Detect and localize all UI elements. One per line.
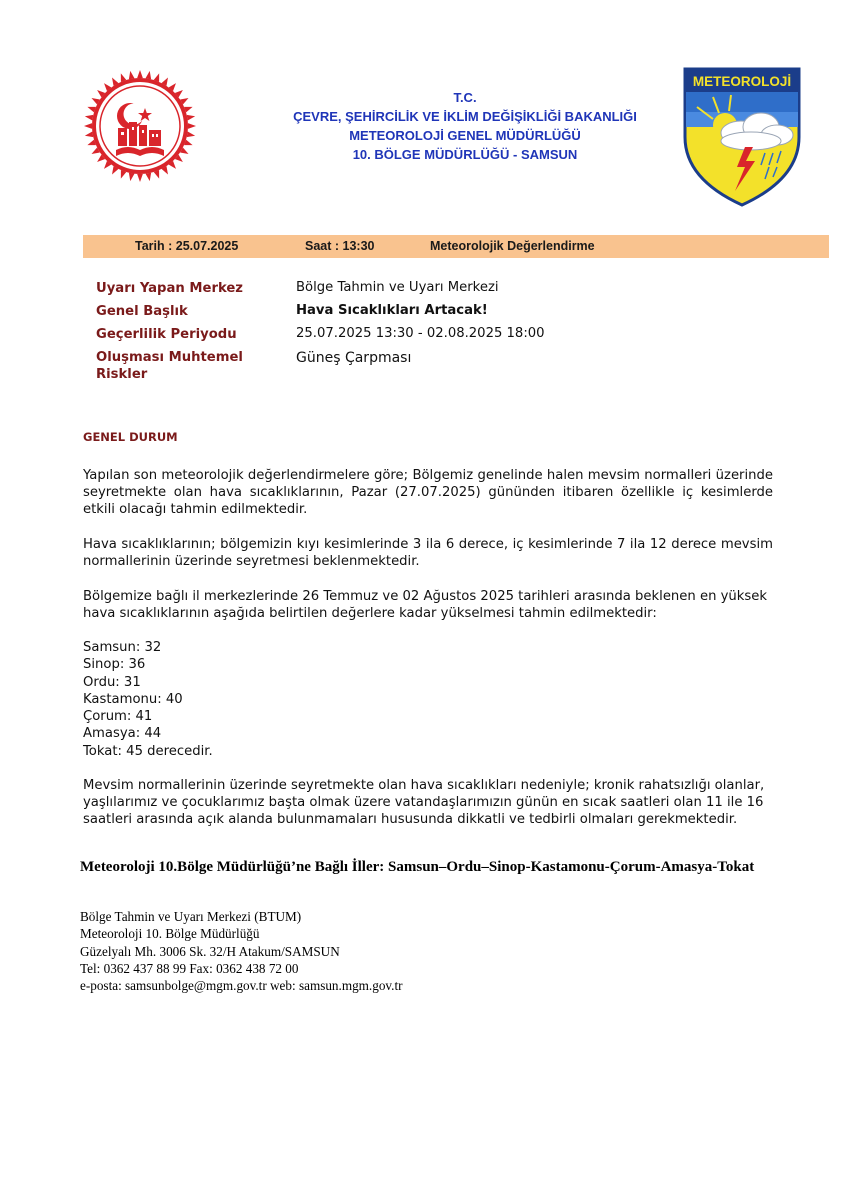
list-item: Tokat: 45 derecedir. [83,743,213,759]
header-directorate: METEOROLOJİ GENEL MÜDÜRLÜĞÜ [349,128,581,143]
paragraph-2: Hava sıcaklıklarının; bölgemizin kıyı kesimlerinde 3 ila 6 derece, iç kesimlerinde 7 ila 12 derece mevsim normallerinin üzerinde seyretmesi beklenmektedir. [83,537,773,569]
meta-label: Oluşması Muhtemel Riskler [96,350,243,382]
issue-time: Saat : 13:30 [305,239,375,253]
meta-value: Güneş Çarpması [296,350,412,366]
logo-ray [137,174,143,182]
meta-value: Bölge Tahmin ve Uyarı Merkezi [296,280,499,295]
info-bar [83,235,829,258]
meta-label: Geçerlilik Periyodu [96,327,237,342]
paragraph-1: Yapılan son meteorolojik değerlendirmelere göre; Bölgemiz genelinde halen mevsim normalleri üzerinde seyretmekte olan hava sıcaklıklarının, Pazar (27.07.2025) gününden itibaren özellikle iç kesimlerde etkili olacağı tahmin edilmektedir. [83,468,773,517]
logo-ray [129,71,135,79]
ministry-logo [82,70,198,182]
contact-footer [80,908,403,994]
issue-date: Tarih : 25.07.2025 [135,239,239,253]
city-temperature-list [83,639,213,760]
logo-ray [188,123,196,129]
footer-line: Meteoroloji 10. Bölge Müdürlüğü [80,926,260,942]
logo-ray [145,71,151,79]
logo-ray [85,131,93,137]
logo-ray [187,131,195,137]
section-title: GENEL DURUM [83,430,178,444]
meta-label: Uyarı Yapan Merkez [96,281,243,296]
ministry-header [230,88,700,164]
footer-line: Güzelyalı Mh. 3006 Sk. 32/H Atakum/SAMSUN [80,943,340,959]
paragraph-3: Bölgemize bağlı il merkezlerinde 26 Temmuz ve 02 Ağustos 2025 tarihleri arasında beklenen en yüksek hava sıcaklıklarının aşağıda belirtilen değerlere kadar yükselmesi tahmin edilmektedir: [83,589,768,621]
logo-ray [187,115,195,121]
list-item: Amasya: 44 [83,726,162,742]
logo-ray [145,173,151,181]
list-item: Samsun: 32 [83,640,162,655]
header-ministry: ÇEVRE, ŞEHİRCİLİK VE İKLİM DEĞİŞİKLİĞİ BAKANLIĞI [293,109,637,124]
logo-ray [84,123,92,129]
footer-line: Bölge Tahmin ve Uyarı Merkezi (BTUM) [80,909,302,924]
header-region: 10. BÖLGE MÜDÜRLÜĞÜ - SAMSUN [352,147,578,162]
meteoroloji-logo [683,67,801,207]
list-item: Sinop: 36 [83,657,146,673]
footer-line: e-posta: samsunbolge@mgm.gov.tr web: samsun.mgm.gov.tr [80,978,403,994]
meta-label: Genel Başlık [96,304,188,319]
list-item: Ordu: 31 [83,674,141,690]
logo-ray [85,115,93,121]
logo-ray [137,70,143,78]
logo-ray [129,173,135,181]
meta-value: 25.07.2025 13:30 - 02.08.2025 18:00 [296,326,545,341]
footer-line: Tel: 0362 437 88 99 Fax: 0362 438 72 00 [80,960,299,976]
paragraph-4: Mevsim normallerinin üzerinde seyretmekte olan hava sıcaklıkları nedeniyle; kronik rahatsızlığı olanlar, yaşlılarımız ve çocuklarımız başta olmak üzere vatandaşlarımızın günün en sıcak saatleri olan 11 ile 16 saatleri arasında açık alanda bulunmamaları hususunda dikkatli ve tedbirli olmaları gerekmektedir. [83,778,765,827]
list-item: Kastamonu: 40 [83,691,183,707]
header-tc: T.C. [453,90,477,105]
provinces-line: Meteoroloji 10.Bölge Müdürlüğü’ne Bağlı İller: Samsun–Ordu–Sinop-Kastamonu-Çorum-Amasya-Tokat [80,859,755,875]
list-item: Çorum: 41 [83,709,153,725]
meta-value: Hava Sıcaklıkları Artacak! [296,303,488,318]
logo-text: METEOROLOJİ [692,74,792,89]
report-type: Meteorolojik Değerlendirme [430,239,595,253]
